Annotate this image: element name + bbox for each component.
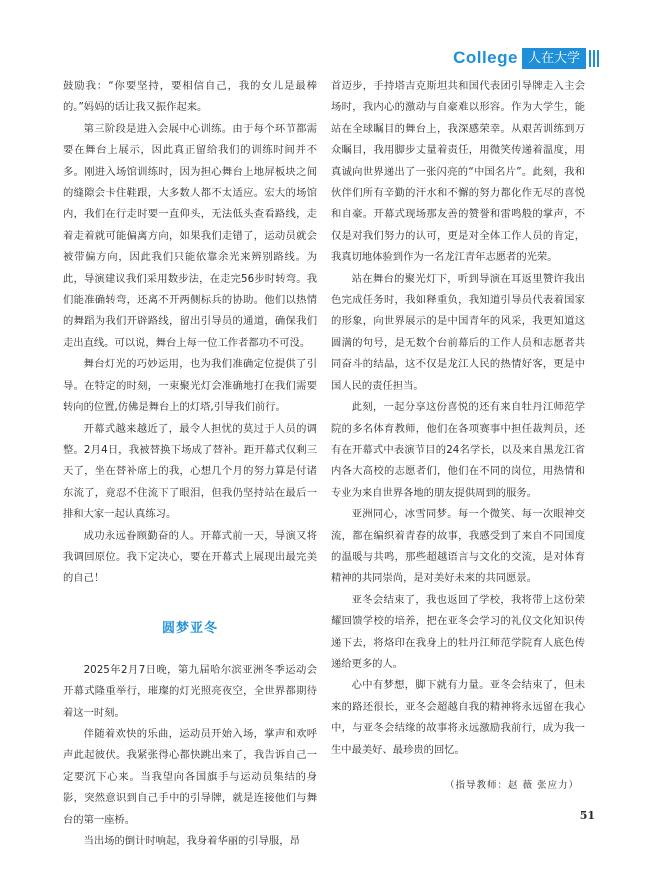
paragraph: 亚冬会结束了，我也返回了学校，我将带上这份荣耀回馈学校的培养，把在亚冬会学习的礼仪文化知识传递下去，将烙印在我身上的牡丹江师范学院育人底色传递给更多的人。	[331, 593, 585, 670]
paragraph: 开幕式越来越近了，最令人担忧的莫过于人员的调整。2月4日，我被替换下场成了替补。距开幕式仅剩三天了，坐在替补席上的我，心想几个月的努力算是付诸东流了，竟忍不住流下了眼泪，但我仍坚持站在最后一排和大家一起认真练习。	[63, 422, 317, 521]
paragraph: 2025年2月7日晚，第九届哈尔滨亚洲冬季运动会开幕式隆重举行，璀璨的灯光照亮夜空，全世界都期待着这一时刻。	[63, 663, 317, 719]
paragraph: 成功永远眷顾勤奋的人。开幕式前一天，导演又将我调回原位。我下定决心，要在开幕式上展现出最完美的自己！	[63, 529, 317, 585]
paragraph: 首迈步，手持塔吉克斯坦共和国代表团引导牌走入主会场时，我内心的激动与自豪难以形容。作为大学生，能站在全球瞩目的舞台上，我深感荣幸。从艰苦训练到万众瞩目，我用脚步丈量着责任，用微笑传递着温度，用真诚向世界递出了一张闪亮的“中国名片”。此刻，我和伙伴们所有辛勤的汗水和不懈的努力都化作无尽的喜悦和自豪。开幕式现场那友善的赞誉和雷鸣般的掌声，不仅是对我们努力的认可，更是对全体工作人员的肯定，我真切地体验到作为一名龙江青年志愿者的光荣。	[331, 80, 585, 264]
paragraph: 此刻，一起分享这份喜悦的还有来自牡丹江师范学院的多名体育教师，他们在各项赛事中担任裁判员，还有在开幕式中表演节目的24名学长，以及来自黑龙江省内各大高校的志愿者们，他们在不同的岗位，用热情和专业为来自世界各地的朋友提供周到的服务。	[331, 401, 585, 499]
right-paragraphs	[331, 76, 585, 761]
paragraph: 第三阶段是进入会展中心训练。由于每个环节都需要在舞台上展示，因此真正留给我们的训练时间并不多。刚进入场馆训练时，因为担心舞台上地屏板块之间的缝隙会卡住鞋跟，大多数人都不太适应。宏大的场馆内，我们在行走时要一直仰头，无法低头查看路线，走着走着就可能偏离方向，如果我们走错了，运动员就会被带偏方向，因此我们只能依靠余光来辨别路线。为此，导演建议我们采用数步法，在走完56步时转弯。我们能准确转弯，还离不开两侧标兵的协助。他们以热情的舞蹈为我们开辟路线，留出引导员的通道，确保我们走出直线。可以说，舞台上每一位工作者都功不可没。	[63, 122, 317, 349]
header-bars-decoration	[589, 50, 599, 67]
page-header	[453, 46, 599, 70]
advisor-credit: （指导教师：赵 薇 张应力）	[444, 780, 579, 791]
left-column	[63, 76, 317, 852]
left-paragraphs-after	[63, 660, 317, 853]
header-college-label: College	[453, 48, 518, 67]
paragraph: 舞台灯光的巧妙运用，也为我们准确定位提供了引导。在特定的时刻，一束聚光灯会准确地打在我们需要转向的位置,仿佛是舞台上的灯塔,引导我们前行。	[63, 358, 317, 414]
page-number: 51	[579, 809, 595, 822]
paragraph: 当出场的倒计时响起，我身着华丽的引导服，昂	[83, 835, 300, 847]
paragraph: 站在舞台的聚光灯下，听到导演在耳返里赞许我出色完成任务时，我如释重负，我知道引导员代表着国家的形象，向世界展示的是中国青年的风采，我更知道这圆满的句号，是无数个台前幕后的工作人员和志愿者共同奋斗的结晶，这不仅是龙江人民的热情好客，更是中国人民的责任担当。	[331, 272, 585, 392]
left-paragraphs-before	[63, 76, 317, 590]
paragraph: 亚洲同心，冰雪同梦。每一个微笑、每一次眼神交流，都在编织着青春的故事，我感受到了来自不同国度的温暖与共鸣，那些超越语言与文化的交流，是对体育精神的共同崇尚，是对美好未来的共同愿景。	[331, 508, 585, 585]
section-title: 圆梦亚冬	[161, 620, 218, 636]
paragraph: 伴随着欢快的乐曲，运动员开始入场，掌声和欢呼声此起彼伏。我紧张得心都快跳出来了，我告诉自己一定要沉下心来。当我望向各国旗手与运动员集结的身影，突然意识到自己手中的引导牌，就是连接他们与舞台的第一座桥。	[63, 727, 317, 826]
right-column	[331, 76, 585, 796]
paragraph: 心中有梦想，脚下就有力量。亚冬会结束了，但未来的路还很长，亚冬会超越自我的精神将永远留在我心中，与亚冬会结缘的故事将永远激励我前行，成为我一生中最美好、最珍贵的回忆。	[331, 679, 585, 756]
paragraph: 鼓励我：“你要坚持，要相信自己，我的女儿是最棒的。”妈妈的话让我又振作起来。	[63, 80, 317, 114]
header-section-label: 人在大学	[522, 48, 586, 69]
